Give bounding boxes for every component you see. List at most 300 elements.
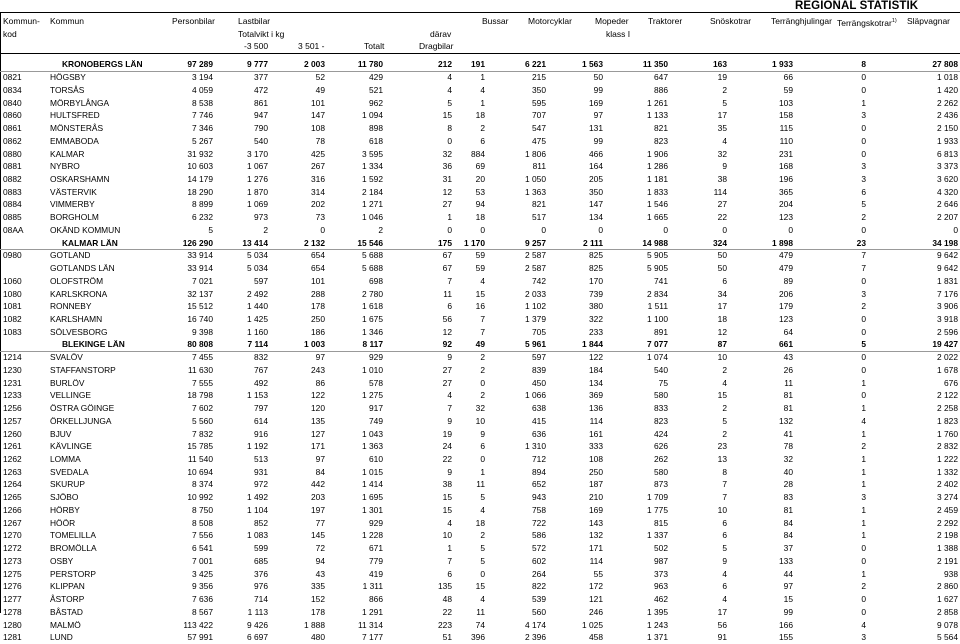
table-row-total xyxy=(0,58,960,71)
cell-kommun-kod: 1256 xyxy=(3,403,22,414)
cell-value: 916 xyxy=(254,428,268,439)
cell-value: 654 xyxy=(311,250,325,261)
cell-value: 15 785 xyxy=(187,441,213,452)
cell-value: 202 xyxy=(311,199,325,210)
cell-value: 1 xyxy=(861,504,866,515)
table-row xyxy=(0,453,960,466)
cell-value: 0 xyxy=(861,390,866,401)
cell-value: 122 xyxy=(589,352,603,363)
cell-value: 335 xyxy=(311,581,325,592)
cell-value: 83 xyxy=(783,492,793,503)
cell-value: 1 311 xyxy=(362,581,383,592)
cell-kommun: BÅSTAD xyxy=(50,606,83,617)
cell-value: 101 xyxy=(311,97,325,108)
cell-value: 170 xyxy=(589,275,603,286)
header-dragbilar: Dragbilar xyxy=(419,41,454,51)
cell-value: 243 xyxy=(311,364,325,375)
header-kommun: Kommun xyxy=(50,16,85,26)
cell-value: 823 xyxy=(654,415,668,426)
cell-value: 267 xyxy=(311,161,325,172)
cell-value: 12 xyxy=(442,326,452,337)
table-row xyxy=(0,402,960,415)
cell-kommun: SÖLVESBORG xyxy=(50,326,108,337)
cell-value: 0 xyxy=(447,135,452,146)
cell-value: 821 xyxy=(532,199,546,210)
cell-value: 9 642 xyxy=(937,263,958,274)
table-row-total xyxy=(0,237,960,250)
cell-value: 654 xyxy=(311,263,325,274)
cell-value: 2 459 xyxy=(937,504,958,515)
cell-value: 56 xyxy=(442,314,452,324)
cell-value: 2 xyxy=(480,123,485,134)
cell-value: 7 021 xyxy=(192,275,213,286)
cell-value: 1 301 xyxy=(362,504,383,515)
cell-kommun-kod: 0884 xyxy=(3,199,22,210)
cell-value: 11 xyxy=(476,479,485,490)
cell-value: 976 xyxy=(254,581,268,592)
header-kod: kod xyxy=(3,29,17,39)
cell-value: 27 xyxy=(442,364,452,375)
cell-value: 1 665 xyxy=(647,212,668,223)
header-snoskotrar: Snöskotrar xyxy=(710,16,752,26)
cell-kommun-kod: 0840 xyxy=(3,97,22,108)
cell-value: 475 xyxy=(532,135,546,146)
cell-value: 121 xyxy=(589,594,603,605)
cell-value: 1 933 xyxy=(937,135,958,146)
cell-value: 31 xyxy=(442,173,452,184)
cell-kommun-kod: 0860 xyxy=(3,110,22,121)
cell-kommun-kod: 1233 xyxy=(3,390,22,401)
cell-value: 18 xyxy=(475,517,485,528)
cell-kommun-kod: 1265 xyxy=(3,492,22,503)
cell-value: 2 xyxy=(480,530,485,541)
cell-value: 1 192 xyxy=(247,441,268,452)
cell-value: 12 xyxy=(442,186,452,197)
cell-value: 578 xyxy=(369,377,383,388)
cell-kommun: SJÖBO xyxy=(50,492,79,503)
cell-value: 586 xyxy=(532,530,546,541)
cell-kommun-kod: 1280 xyxy=(3,619,22,630)
cell-value: 56 xyxy=(717,619,727,630)
cell-value: 43 xyxy=(315,568,325,579)
cell-value: 196 xyxy=(779,173,793,184)
cell-kommun: VÄSTERVIK xyxy=(50,186,97,197)
cell-value: 18 xyxy=(475,110,485,121)
cell-value: 184 xyxy=(589,364,603,375)
cell-value: 376 xyxy=(254,568,268,579)
cell-value: 7 xyxy=(480,314,485,324)
cell-kommun: SKURUP xyxy=(50,479,85,490)
cell-value: 1 066 xyxy=(525,390,546,401)
cell-value: 108 xyxy=(311,123,325,134)
cell-value: 0 xyxy=(861,543,866,554)
cell-value: 938 xyxy=(944,568,958,579)
cell-value: 123 xyxy=(779,212,793,223)
cell-value: 1 291 xyxy=(362,606,383,617)
table-row xyxy=(0,122,960,135)
cell-value: 365 xyxy=(779,186,793,197)
cell-value: 987 xyxy=(654,555,668,566)
cell-value: 1 592 xyxy=(362,173,383,184)
cell-value: 1 310 xyxy=(525,441,546,452)
cell-value: 7 346 xyxy=(192,123,213,134)
cell-value: 15 xyxy=(475,581,485,592)
cell-value: 797 xyxy=(254,403,268,414)
cell-value: 99 xyxy=(593,135,603,146)
cell-value: 0 xyxy=(861,606,866,617)
cell-value: 8 567 xyxy=(192,606,213,617)
cell-kommun-kod: 0883 xyxy=(3,186,22,197)
cell-kommun: HULTSFRED xyxy=(50,110,100,121)
cell-kommun-kod: 0834 xyxy=(3,84,22,95)
cell-value: 23 xyxy=(717,441,727,452)
cell-value: 15 546 xyxy=(357,237,383,248)
cell-kommun: ÖSTRA GÖINGE xyxy=(50,403,115,414)
cell-value: 1 018 xyxy=(937,72,958,83)
cell-value: 7 xyxy=(480,326,485,337)
table-row xyxy=(0,313,960,326)
cell-value: 1 025 xyxy=(582,619,603,630)
cell-value: 131 xyxy=(589,123,603,134)
cell-value: 324 xyxy=(713,237,727,248)
cell-value: 1 xyxy=(480,72,485,83)
table-row xyxy=(0,593,960,606)
cell-kommun: SVEDALA xyxy=(50,466,89,477)
cell-value: 2 xyxy=(861,581,866,592)
cell-value: 4 xyxy=(480,84,485,95)
cell-value: 6 xyxy=(480,135,485,146)
cell-value: 158 xyxy=(779,110,793,121)
cell-value: 0 xyxy=(722,224,727,235)
cell-value: 5 xyxy=(722,415,727,426)
cell-value: 1 xyxy=(861,454,866,465)
cell-value: 2 587 xyxy=(525,250,546,261)
cell-kommun-kod: 1273 xyxy=(3,555,22,566)
cell-value: 5 688 xyxy=(362,263,383,274)
cell-value: 3 170 xyxy=(247,148,268,159)
cell-value: 15 xyxy=(717,390,727,401)
cell-value: 2 262 xyxy=(937,97,958,108)
table-row xyxy=(0,568,960,581)
cell-value: 205 xyxy=(589,173,603,184)
cell-value: 1 xyxy=(861,97,866,108)
cell-value: 1 414 xyxy=(362,479,383,490)
cell-kommun-kod: 0821 xyxy=(3,72,22,83)
cell-value: 466 xyxy=(589,148,603,159)
cell-value: 972 xyxy=(254,479,268,490)
cell-value: 13 414 xyxy=(242,237,268,248)
table-row xyxy=(0,84,960,97)
cell-value: 2 150 xyxy=(937,123,958,134)
cell-kommun: VIMMERBY xyxy=(50,199,95,210)
cell-value: 1 898 xyxy=(772,237,793,248)
cell-value: 114 xyxy=(713,186,727,197)
cell-value: 11 xyxy=(443,288,452,299)
cell-value: 6 xyxy=(447,568,452,579)
cell-value: 32 xyxy=(717,148,727,159)
cell-kommun-kod: 1262 xyxy=(3,454,22,465)
cell-value: 10 xyxy=(717,352,727,363)
cell-value: 18 290 xyxy=(187,186,213,197)
cell-value: 143 xyxy=(589,517,603,528)
cell-value: 3 xyxy=(861,161,866,172)
cell-kommun: STAFFANSTORP xyxy=(50,364,116,375)
cell-value: 1 420 xyxy=(937,84,958,95)
cell-value: 99 xyxy=(593,84,603,95)
cell-kommun-kod: 1266 xyxy=(3,504,22,515)
cell-value: 97 xyxy=(783,581,793,592)
cell-value: 822 xyxy=(532,581,546,592)
cell-value: 74 xyxy=(475,619,485,630)
cell-value: 97 289 xyxy=(187,59,213,70)
cell-value: 6 xyxy=(722,581,727,592)
cell-kommun: SVALÖV xyxy=(50,352,83,363)
header-totalt: Totalt xyxy=(364,41,385,51)
table-row xyxy=(0,71,960,84)
table-row xyxy=(0,275,960,288)
cell-value: 50 xyxy=(717,250,727,261)
cell-value: 7 xyxy=(722,479,727,490)
cell-value: 5 905 xyxy=(647,250,668,261)
cell-value: 8 508 xyxy=(192,517,213,528)
cell-value: 0 xyxy=(447,224,452,235)
cell-value: 250 xyxy=(311,314,325,324)
cell-value: 84 xyxy=(783,530,793,541)
cell-kommun-kod: 0880 xyxy=(3,148,22,159)
table-row xyxy=(0,389,960,402)
cell-kommun-kod: 1276 xyxy=(3,581,22,592)
table-row xyxy=(0,249,960,262)
cell-value: 133 xyxy=(779,555,793,566)
cell-value: 602 xyxy=(532,555,546,566)
cell-value: 5 xyxy=(480,555,485,566)
cell-value: 7 001 xyxy=(192,555,213,566)
cell-value: 22 xyxy=(442,454,452,465)
cell-value: 17 xyxy=(717,301,727,312)
cell-value: 6 xyxy=(722,530,727,541)
cell-value: 81 xyxy=(783,390,793,401)
cell-value: 742 xyxy=(532,275,546,286)
cell-value: 18 xyxy=(717,314,727,324)
header-traktorer: Traktorer xyxy=(648,16,683,26)
cell-kommun-kod: 1270 xyxy=(3,530,22,541)
cell-value: 2 596 xyxy=(937,326,958,337)
cell-value: 1 363 xyxy=(362,441,383,452)
cell-value: 963 xyxy=(654,581,668,592)
cell-value: 168 xyxy=(779,161,793,172)
table-row xyxy=(0,109,960,122)
cell-value: 145 xyxy=(311,530,325,541)
cell-value: 472 xyxy=(254,84,268,95)
cell-value: 2 184 xyxy=(362,186,383,197)
cell-value: 87 xyxy=(717,339,727,350)
header-motorcyklar: Motorcyklar xyxy=(528,16,572,26)
cell-value: 10 xyxy=(717,504,727,515)
cell-value: 136 xyxy=(589,403,603,414)
cell-value: 1 271 xyxy=(362,199,383,210)
cell-value: 5 xyxy=(861,339,866,350)
cell-value: 2 xyxy=(861,212,866,223)
cell-kommun: KARLSKRONA xyxy=(50,288,108,299)
cell-value: 450 xyxy=(532,377,546,388)
cell-value: 5 560 xyxy=(192,415,213,426)
cell-value: 175 xyxy=(438,237,452,248)
cell-value: 712 xyxy=(532,454,546,465)
cell-value: 134 xyxy=(589,377,603,388)
cell-value: 1 xyxy=(447,212,452,223)
cell-value: 1 153 xyxy=(247,390,268,401)
cell-value: 1 133 xyxy=(647,110,668,121)
cell-value: 322 xyxy=(589,314,603,324)
cell-value: 8 xyxy=(722,466,727,477)
cell-value: 1 546 xyxy=(647,199,668,210)
cell-value: 4 xyxy=(447,517,452,528)
cell-kommun: GOTLANDS LÄN xyxy=(50,263,115,274)
cell-value: 86 xyxy=(315,377,325,388)
table-row xyxy=(0,440,960,453)
cell-value: 134 xyxy=(589,212,603,223)
cell-value: 758 xyxy=(532,504,546,515)
cell-value: 1 xyxy=(861,479,866,490)
cell-kommun: KALMAR LÄN xyxy=(62,237,118,248)
cell-value: 1 332 xyxy=(937,466,958,477)
cell-value: 0 xyxy=(861,555,866,566)
table-row xyxy=(0,135,960,148)
cell-value: 492 xyxy=(254,377,268,388)
cell-value: 0 xyxy=(480,224,485,235)
cell-value: 10 xyxy=(442,530,452,541)
cell-value: 7 xyxy=(861,263,866,274)
cell-kommun: MÖRBYLÅNGA xyxy=(50,97,110,108)
cell-value: 110 xyxy=(779,135,793,146)
cell-value: 14 179 xyxy=(187,173,213,184)
cell-value: 2 xyxy=(378,224,383,235)
table-row xyxy=(0,428,960,441)
cell-value: 419 xyxy=(369,568,383,579)
cell-value: 6 xyxy=(447,301,452,312)
cell-value: 11 xyxy=(784,377,793,388)
cell-value: 6 541 xyxy=(192,543,213,554)
table-row xyxy=(0,351,960,364)
cell-value: 2 858 xyxy=(937,606,958,617)
cell-value: 55 xyxy=(593,568,603,579)
cell-value: 6 xyxy=(480,441,485,452)
cell-value: 2 860 xyxy=(937,581,958,592)
cell-value: 479 xyxy=(779,250,793,261)
table-row xyxy=(0,300,960,313)
cell-value: 767 xyxy=(254,364,268,375)
cell-value: 1 563 xyxy=(582,59,603,70)
cell-value: 94 xyxy=(315,555,325,566)
cell-value: 638 xyxy=(532,403,546,414)
cell-kommun-kod: 1080 xyxy=(3,288,22,299)
cell-kommun: MÖNSTERÅS xyxy=(50,123,104,134)
cell-value: 10 694 xyxy=(187,466,213,477)
cell-value: 415 xyxy=(532,415,546,426)
cell-value: 8 xyxy=(447,123,452,134)
cell-value: 34 198 xyxy=(932,237,958,248)
cell-value: 186 xyxy=(311,326,325,337)
cell-value: 210 xyxy=(589,492,603,503)
cell-value: 17 xyxy=(717,606,727,617)
cell-value: 839 xyxy=(532,364,546,375)
cell-value: 9 356 xyxy=(192,581,213,592)
header-totalvikt: Totalvikt i kg xyxy=(238,29,285,39)
cell-value: 597 xyxy=(532,352,546,363)
cell-value: 288 xyxy=(311,288,325,299)
cell-value: 722 xyxy=(532,517,546,528)
cell-value: 135 xyxy=(311,415,325,426)
table-row xyxy=(0,198,960,211)
cell-value: 44 xyxy=(783,568,793,579)
cell-value: 27 xyxy=(442,377,452,388)
cell-kommun: HÖGSBY xyxy=(50,72,86,83)
cell-value: 264 xyxy=(532,568,546,579)
cell-value: 67 xyxy=(442,263,452,274)
cell-value: 169 xyxy=(589,504,603,515)
cell-value: 1 511 xyxy=(647,301,668,312)
cell-value: 1 xyxy=(447,543,452,554)
table-row xyxy=(0,606,960,619)
cell-value: 1 379 xyxy=(525,314,546,324)
cell-kommun: PERSTORP xyxy=(50,568,96,579)
cell-kommun-kod: 1272 xyxy=(3,543,22,554)
cell-value: 34 xyxy=(717,288,727,299)
cell-kommun-kod: 1277 xyxy=(3,594,22,605)
cell-value: 369 xyxy=(589,390,603,401)
table-row xyxy=(0,262,960,275)
cell-value: 618 xyxy=(369,135,383,146)
cell-value: 1 371 xyxy=(647,632,668,643)
cell-value: 1 015 xyxy=(362,466,383,477)
cell-value: 2 122 xyxy=(937,390,958,401)
cell-value: 223 xyxy=(438,619,452,630)
cell-value: 4 xyxy=(722,594,727,605)
cell-value: 2 xyxy=(480,364,485,375)
cell-value: 2 003 xyxy=(304,59,325,70)
cell-value: 521 xyxy=(369,84,383,95)
cell-value: 5 xyxy=(861,199,866,210)
cell-value: 886 xyxy=(654,84,668,95)
cell-value: 852 xyxy=(254,517,268,528)
cell-value: 1 069 xyxy=(247,199,268,210)
cell-value: 821 xyxy=(654,123,668,134)
cell-value: 7 xyxy=(861,250,866,261)
cell-value: 7 555 xyxy=(192,377,213,388)
cell-value: 1 xyxy=(861,466,866,477)
cell-value: 215 xyxy=(532,72,546,83)
cell-value: 7 xyxy=(447,275,452,286)
cell-value: 0 xyxy=(861,72,866,83)
cell-value: 206 xyxy=(779,288,793,299)
cell-value: 3 373 xyxy=(937,161,958,172)
cell-value: 636 xyxy=(532,428,546,439)
header-footnote-marker: 1) xyxy=(891,18,897,24)
cell-value: 1 xyxy=(861,403,866,414)
cell-value: 425 xyxy=(311,148,325,159)
cell-value: 28 xyxy=(783,479,793,490)
cell-value: 172 xyxy=(589,581,603,592)
cell-value: 7 556 xyxy=(192,530,213,541)
cell-value: 262 xyxy=(654,454,668,465)
cell-value: 7 xyxy=(722,492,727,503)
cell-value: 10 603 xyxy=(187,161,213,172)
cell-value: 57 991 xyxy=(187,632,213,643)
cell-value: 99 xyxy=(783,606,793,617)
table-row xyxy=(0,160,960,173)
cell-value: 1 010 xyxy=(362,364,383,375)
cell-value: 380 xyxy=(589,301,603,312)
